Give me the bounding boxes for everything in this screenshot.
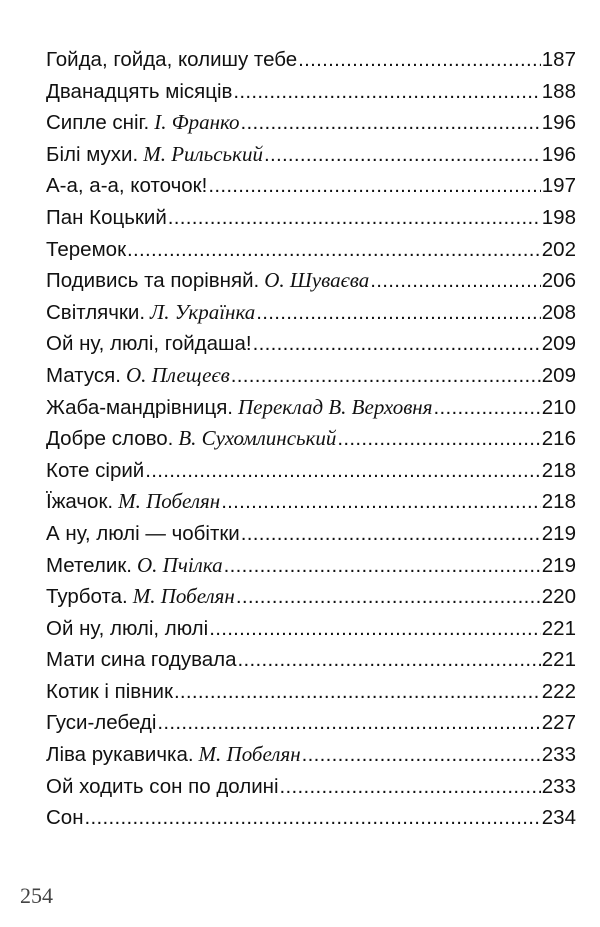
toc-entry-page: 219 (541, 521, 576, 545)
toc-entry-author: І. Франко (154, 110, 240, 135)
toc-entry-page: 219 (541, 553, 576, 577)
toc-dot-leader (208, 170, 540, 202)
toc-entry (46, 739, 576, 771)
toc-dot-leader (264, 139, 541, 171)
toc-entry-title: Подивись та порівняй. (46, 269, 260, 293)
toc-dot-leader (302, 739, 541, 771)
toc-dot-leader (256, 297, 541, 329)
toc-dot-leader (221, 486, 541, 518)
toc-dot-leader (253, 328, 541, 360)
toc-entry-page: 196 (541, 142, 576, 166)
toc-entry (46, 455, 576, 487)
toc-entry-page: 188 (541, 79, 576, 103)
toc-entry (46, 44, 576, 76)
toc-entry-page: 196 (541, 111, 576, 135)
toc-entry-title: Добре слово. (46, 427, 174, 451)
toc-entry-author: М. Побелян (132, 584, 235, 609)
toc-entry-title: Котик і півник (46, 679, 173, 703)
toc-entry-title: Жаба-мандрівниця. (46, 395, 233, 419)
toc-entry (46, 76, 576, 108)
toc-entry (46, 771, 576, 803)
toc-entry-page: 202 (541, 237, 576, 261)
toc-entry-title: Коте сірий (46, 458, 145, 482)
toc-entry (46, 707, 576, 739)
toc-entry-author: О. Пчілка (136, 552, 223, 577)
toc-entry-page: 210 (541, 395, 576, 419)
toc-entry (46, 518, 576, 550)
toc-dot-leader (241, 107, 541, 139)
toc-entry-author: Переклад В. Верховня (238, 394, 433, 419)
page-number: 254 (20, 883, 53, 908)
toc-dot-leader (337, 423, 540, 455)
toc-entry-page: 206 (541, 269, 576, 293)
toc-entry-title: Теремок (46, 237, 127, 261)
toc-entry-title: Ой ходить сон по долині (46, 774, 279, 798)
toc-entry-title: Сон (46, 806, 84, 830)
toc-entry-page: 218 (541, 458, 576, 482)
toc-entry-title: Метелик. (46, 553, 132, 577)
toc-entry (46, 423, 576, 455)
toc-dot-leader (298, 44, 541, 76)
toc-entry (46, 234, 576, 266)
toc-dot-leader (224, 550, 541, 582)
toc-entry (46, 644, 576, 676)
toc-entry-title: Сипле сніг. (46, 111, 150, 135)
toc-entry-page: 222 (541, 679, 576, 703)
toc-entry (46, 202, 576, 234)
toc-entry-page: 220 (541, 585, 576, 609)
toc-entry-page: 233 (541, 743, 576, 767)
toc-dot-leader (233, 76, 540, 108)
toc-entry (46, 170, 576, 202)
toc-dot-leader (231, 360, 541, 392)
toc-entry (46, 581, 576, 613)
toc-entry-title: Пан Коцький (46, 205, 167, 229)
toc-entry-title: А ну, люлі — чобітки (46, 521, 240, 545)
toc-dot-leader (434, 392, 541, 424)
toc-entry-title: Білі мухи. (46, 142, 139, 166)
toc-entry-author: М. Побелян (198, 742, 301, 767)
toc-dot-leader (238, 644, 541, 676)
toc-entry-title: Гуси-лебеді (46, 711, 157, 735)
toc-entry-page: 221 (541, 616, 576, 640)
toc-entry-page: 209 (541, 332, 576, 356)
toc-entry-author: М. Рильський (143, 141, 263, 166)
toc-dot-leader (280, 771, 541, 803)
toc-entry-page: 218 (541, 490, 576, 514)
toc-dot-leader (127, 234, 541, 266)
toc-entry-author: Л. Українка (150, 299, 256, 324)
toc-entry-title: А-а, а-а, коточок! (46, 174, 208, 198)
toc-entry (46, 107, 576, 139)
toc-entry (46, 676, 576, 708)
toc-entry-title: Матуся. (46, 363, 121, 387)
toc-entry (46, 486, 576, 518)
table-of-contents (46, 44, 576, 834)
toc-entry-page: 197 (541, 174, 576, 198)
toc-entry-title: Їжачок. (46, 490, 114, 514)
toc-dot-leader (157, 707, 540, 739)
toc-entry (46, 802, 576, 834)
toc-entry (46, 360, 576, 392)
toc-entry-page: 216 (541, 427, 576, 451)
toc-dot-leader (145, 455, 541, 487)
toc-entry (46, 265, 576, 297)
toc-entry-page: 198 (541, 205, 576, 229)
toc-entry-title: Турбота. (46, 585, 128, 609)
toc-entry (46, 139, 576, 171)
toc-entry-page: 227 (541, 711, 576, 735)
toc-entry-title: Гойда, гойда, колишу тебе (46, 48, 298, 71)
toc-entry-title: Ой ну, люлі, люлі (46, 616, 209, 640)
toc-entry (46, 613, 576, 645)
toc-dot-leader (241, 518, 541, 550)
toc-dot-leader (174, 676, 541, 708)
toc-entry-title: Ліва рукавичка. (46, 743, 194, 767)
toc-dot-leader (236, 581, 541, 613)
toc-entry-title: Ой ну, люлі, гойдаша! (46, 332, 252, 356)
toc-entry-title: Світлячки. (46, 300, 146, 324)
toc-entry (46, 297, 576, 329)
toc-entry-page: 208 (541, 300, 576, 324)
toc-entry (46, 392, 576, 424)
toc-entry-author: В. Сухомлинський (178, 426, 337, 451)
toc-entry-page: 209 (541, 363, 576, 387)
toc-dot-leader (168, 202, 541, 234)
toc-entry-page: 234 (541, 806, 576, 830)
toc-dot-leader (370, 265, 541, 297)
toc-entry-author: О. Плещеєв (125, 362, 230, 387)
toc-entry-author: М. Побелян (118, 489, 221, 514)
toc-entry-title: Дванадцять місяців (46, 79, 233, 103)
toc-dot-leader (85, 802, 541, 834)
toc-entry (46, 550, 576, 582)
toc-entry-page: 187 (541, 48, 576, 71)
toc-entry-title: Мати сина годувала (46, 648, 237, 672)
toc-entry-page: 233 (541, 774, 576, 798)
toc-entry-author: О. Шуваєва (264, 268, 370, 293)
toc-entry-page: 221 (541, 648, 576, 672)
toc-dot-leader (209, 613, 541, 645)
toc-entry (46, 328, 576, 360)
